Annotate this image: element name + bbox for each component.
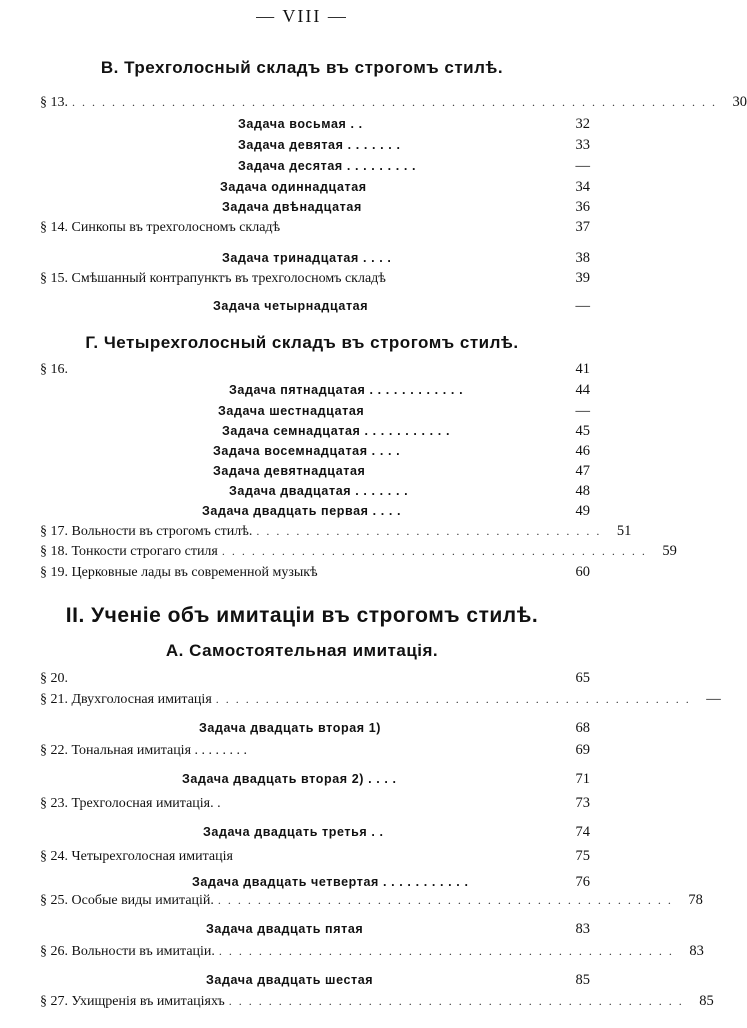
task-entry: Задача двадцать третья . . <box>203 825 384 839</box>
task-entry: Задача двадцать вторая 1) <box>199 721 382 735</box>
entry-label: § 27. Ухищренія въ имитаціяхъ <box>40 994 225 1009</box>
part-heading-ii: II. Ученіе объ имитаціи въ строгомъ стилѣ. <box>65 604 539 627</box>
entry-page: 75 <box>575 848 590 864</box>
toc-entry <box>40 268 590 288</box>
task-entry: Задача двадцать шестая <box>206 973 374 987</box>
dot-leader: . . . . . . . . . . . . . . . . . . . . . . . . . . . . . . . . . . . . . . . . . . . . . . <box>228 994 684 1008</box>
entry-page: 41 <box>575 361 590 377</box>
entry-page: 51 <box>616 523 632 539</box>
toc-entry <box>40 793 590 813</box>
task-entry: Задача девятая . . . . . . . <box>238 138 401 152</box>
entry-label: § 22. Тональная имитація . . . . . . . . <box>40 743 248 758</box>
entry-page: — <box>706 691 721 707</box>
task-page: 47 <box>575 463 590 479</box>
section-heading-v: В. Трехголосный складъ въ строгомъ стилѣ. <box>100 58 504 77</box>
task-page: 85 <box>575 972 590 988</box>
entry-page: 37 <box>575 219 590 235</box>
entry-label: § 24. Четырехголосная имитація <box>40 849 233 864</box>
entry-page: 83 <box>689 943 704 959</box>
toc-entry <box>40 521 632 541</box>
toc-entry <box>40 941 704 961</box>
task-page: 34 <box>575 179 590 195</box>
toc-entry <box>40 740 590 760</box>
entry-page: 59 <box>662 543 677 559</box>
task-entry: Задача семнадцатая . . . . . . . . . . . <box>222 424 451 438</box>
task-page: 46 <box>575 443 590 459</box>
section-heading-a: А. Самостоятельная имитація. <box>165 641 439 660</box>
toc-entry <box>40 689 721 709</box>
entry-page: 39 <box>575 270 590 286</box>
toc-entry <box>40 359 590 379</box>
entry-label: § 21. Двухголосная имитація <box>40 692 212 707</box>
toc-entry <box>40 541 677 561</box>
entry-label: § 14. Синкопы въ трехголосномъ складѣ <box>40 220 281 235</box>
task-page: 71 <box>575 771 590 787</box>
task-entry: Задача шестнадцатая <box>218 404 365 418</box>
task-page: — <box>575 298 590 314</box>
task-page: 68 <box>575 720 590 736</box>
entry-page: 73 <box>575 795 590 811</box>
dot-leader: . . . . . . . . . . . . . . . . . . . . . . . . . . . . . . . . . . . . . . . . . . . . . . . . . . . . . . . . . . . . . . . . . <box>72 95 717 109</box>
task-entry: Задача девятнадцатая <box>213 464 366 478</box>
task-entry: Задача двадцать четвертая . . . . . . . . . . . <box>192 875 469 889</box>
task-entry: Задача одиннадцатая <box>220 180 367 194</box>
dot-leader: . . . . . . . . . . . . . . . . . . . . . . . . . . . . . . . . . . . <box>256 524 602 538</box>
dot-leader: . . . . . . . . . . . . . . . . . . . . . . . . . . . . . . . . . . . . . . . . . . . . . . <box>218 944 674 958</box>
task-page: — <box>575 403 590 419</box>
toc-entry <box>40 668 590 688</box>
entry-label: § 25. Особые виды имитацій. <box>40 893 214 908</box>
task-entry: Задача двадцатая . . . . . . . <box>229 484 409 498</box>
task-page: 38 <box>575 250 590 266</box>
entry-label: § 15. Смѣшанный контрапунктъ въ трехголосномъ складѣ <box>40 271 386 286</box>
task-page: 44 <box>575 382 590 398</box>
toc-entry <box>40 92 747 112</box>
task-entry: Задача четырнадцатая <box>213 299 369 313</box>
toc-entry <box>40 217 590 237</box>
task-entry: Задача восемнадцатая . . . . <box>213 444 401 458</box>
toc-entry <box>40 991 714 1011</box>
task-page: 48 <box>575 483 590 499</box>
entry-page: 78 <box>688 892 703 908</box>
dot-leader: . . . . . . . . . . . . . . . . . . . . . . . . . . . . . . . . . . . . . . . . . . . . . . <box>217 893 673 907</box>
task-entry: Задача двадцать первая . . . . <box>202 504 402 518</box>
task-page: 33 <box>575 137 590 153</box>
task-page: 76 <box>575 874 590 890</box>
task-entry: Задача двѣнадцатая <box>222 200 362 214</box>
task-entry: Задача тринадцатая . . . . <box>222 251 392 265</box>
entry-label: § 16. <box>40 362 68 377</box>
page-number: — VIII — <box>256 6 348 26</box>
task-page: 45 <box>575 423 590 439</box>
task-page: 49 <box>575 503 590 519</box>
task-entry: Задача восьмая . . <box>238 117 363 131</box>
entry-page: 65 <box>575 670 590 686</box>
task-page: — <box>575 158 590 174</box>
task-entry: Задача двадцать пятая <box>206 922 364 936</box>
task-page: 83 <box>575 921 590 937</box>
toc-entry <box>40 562 590 582</box>
entry-label: § 20. <box>40 671 68 686</box>
task-page: 74 <box>575 824 590 840</box>
section-heading-g: Г. Четырехголосный складъ въ строгомъ стилѣ. <box>85 333 519 352</box>
entry-label: § 17. Вольности въ строгомъ стилѣ. <box>40 524 253 539</box>
dot-leader: . . . . . . . . . . . . . . . . . . . . . . . . . . . . . . . . . . . . . . . . . . . <box>221 544 647 558</box>
entry-page: 85 <box>699 993 714 1009</box>
entry-page: 30 <box>732 94 747 110</box>
entry-label: § 26. Вольности въ имитаціи. <box>40 944 215 959</box>
entry-label: § 19. Церковные лады въ современной музыкѣ <box>40 565 318 580</box>
task-entry: Задача десятая . . . . . . . . . <box>238 159 417 173</box>
dot-leader: . . . . . . . . . . . . . . . . . . . . . . . . . . . . . . . . . . . . . . . . . . . . . . . . <box>215 692 691 706</box>
toc-entry <box>40 890 703 910</box>
toc-entry <box>40 846 590 866</box>
entry-label: § 23. Трехголосная имитація. . <box>40 796 221 811</box>
entry-label: § 18. Тонкости строгаго стиля <box>40 544 218 559</box>
entry-page: 60 <box>575 564 590 580</box>
task-entry: Задача пятнадцатая . . . . . . . . . . . . <box>229 383 464 397</box>
entry-label: § 13. <box>40 95 68 110</box>
task-entry: Задача двадцать вторая 2) . . . . <box>182 772 397 786</box>
task-page: 32 <box>575 116 590 132</box>
entry-page: 69 <box>575 742 590 758</box>
task-page: 36 <box>575 199 590 215</box>
